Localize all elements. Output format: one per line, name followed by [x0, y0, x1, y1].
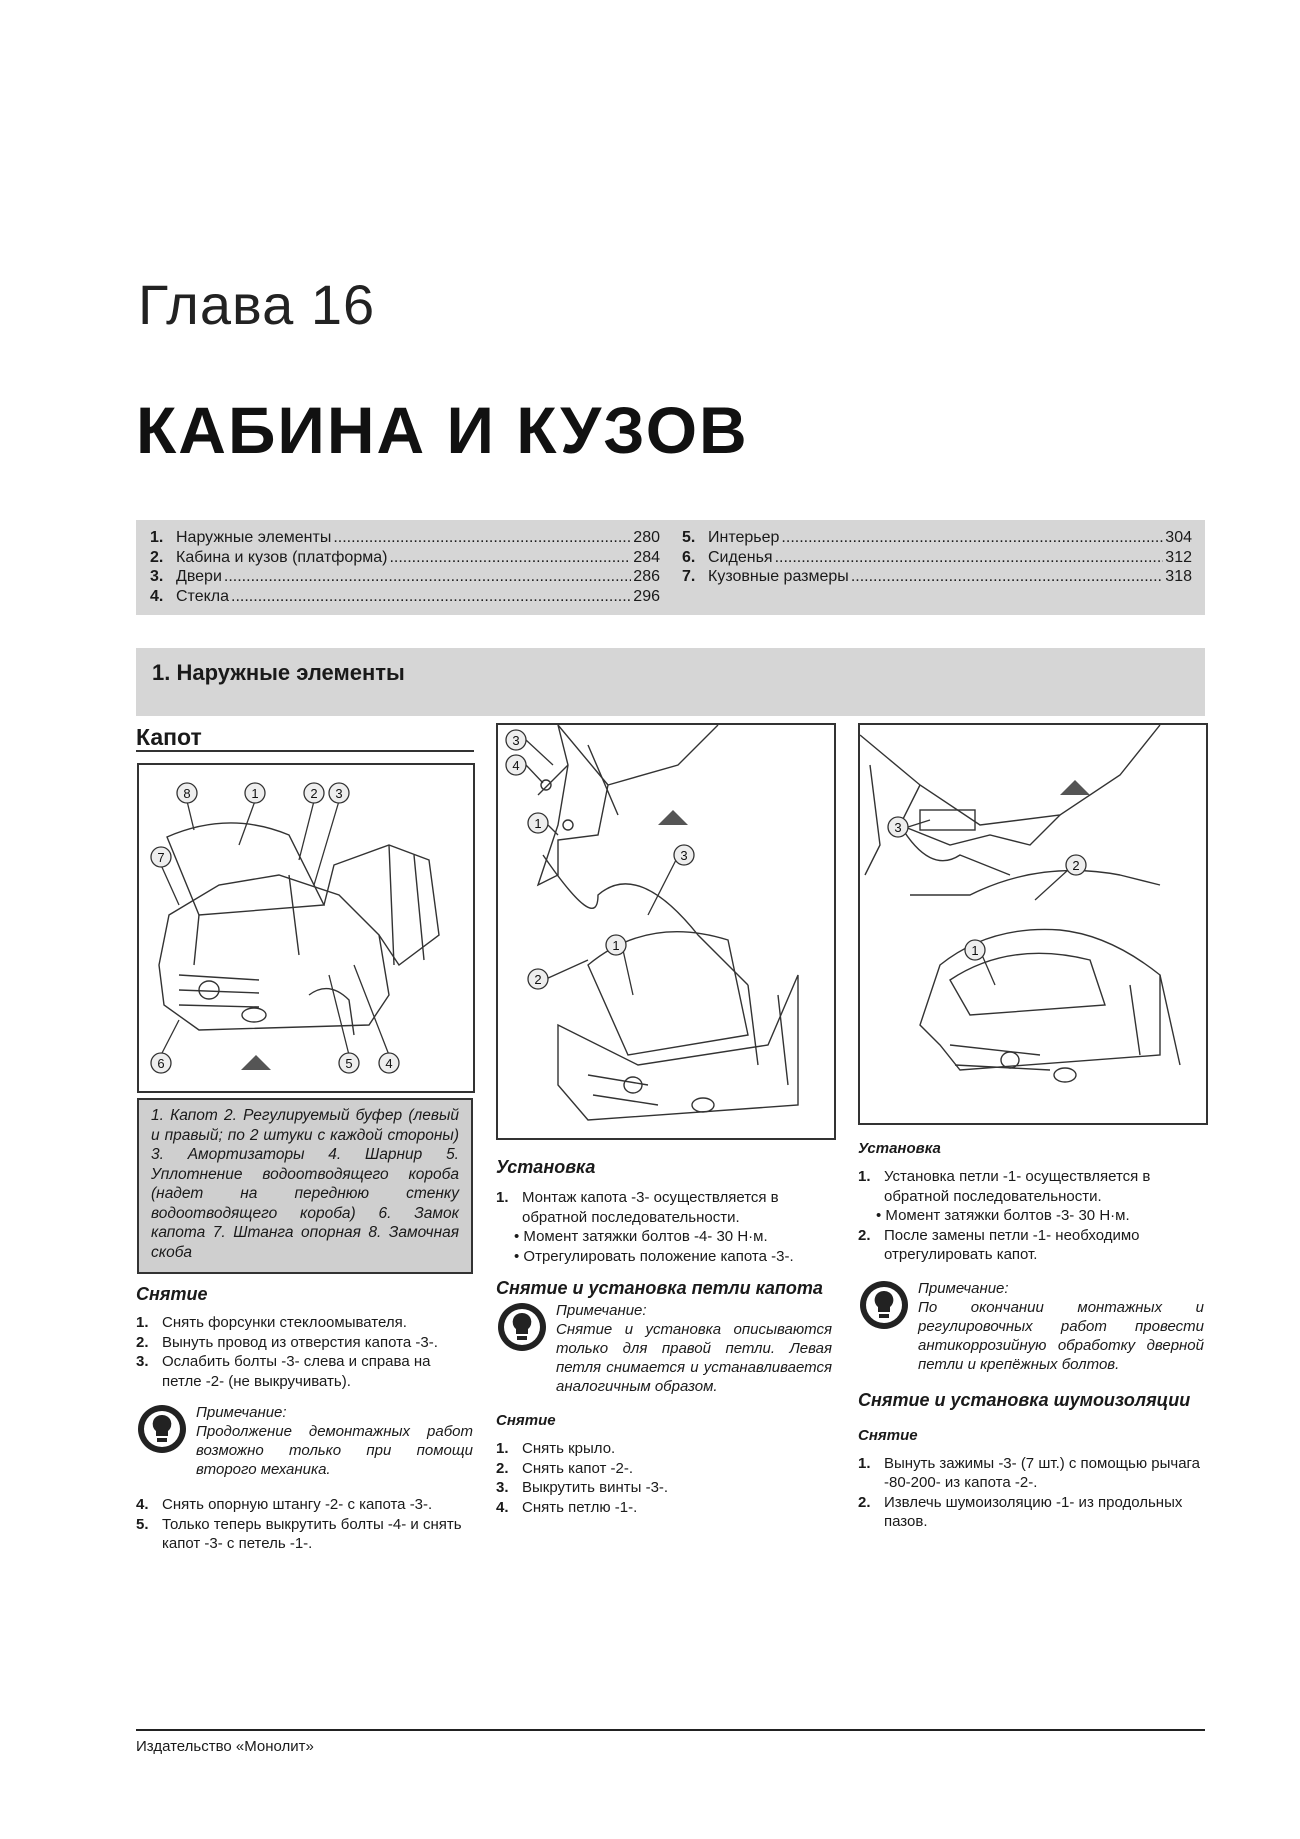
list-item: 4. Снять опорную штангу -2- с капота -3-. [136, 1496, 433, 1513]
callout-4: 4 [512, 758, 520, 773]
callout-1: 1 [612, 938, 620, 953]
lightbulb-icon [858, 1279, 910, 1331]
note-label: Примечание: [918, 1279, 1009, 1297]
toc-entry[interactable]: 2. Кабина и кузов (платформа) ..... 284 [150, 548, 660, 568]
install-heading: Установка [858, 1140, 941, 1157]
callout-6: 6 [157, 1056, 165, 1071]
hinge-heading: Снятие и установка петли капота [496, 1278, 823, 1298]
figure-caption: 1. Капот 2. Регулируемый буфер (левый и правый; по 2 штуки с каждой стороны) 3. Амортизаторы 4. Шарнир 5. Уплотнение водоотводящего короба (надет на переднюю стенку водоотводящего короба) 6. Замок капота 7. Штанга опорная 8. Замочная скоба [137, 1098, 473, 1274]
chapter-label: Глава 16 [138, 273, 376, 336]
toc-entry[interactable]: 1. Наружные элементы ..... 280 [150, 528, 660, 548]
list-item: 2. После замены петли -1- необходимо отрегулировать капот. [858, 1226, 1140, 1263]
heading-underline [136, 750, 474, 752]
note-block [858, 1279, 1204, 1374]
callout-3: 3 [512, 733, 520, 748]
list-item: 1. Монтаж капота -3- осуществляется в обратной последовательности. [496, 1189, 779, 1226]
callout-1: 1 [251, 786, 259, 801]
callout-3: 3 [894, 820, 902, 835]
callout-3: 3 [335, 786, 343, 801]
list-item: 3. Выкрутить винты -3-. [496, 1479, 669, 1496]
note-block [136, 1403, 473, 1479]
removal-heading: Снятие [136, 1284, 208, 1304]
col3-text-block [858, 1140, 1204, 1532]
lightbulb-icon [496, 1301, 548, 1353]
table-of-contents [136, 520, 1205, 615]
figure-hood-insulation [858, 723, 1208, 1125]
figure-hood-overview [137, 763, 475, 1093]
toc-entry[interactable]: 6. Сиденья ..... 312 [682, 548, 1192, 568]
note-block [496, 1301, 832, 1396]
footer-rule [136, 1729, 1205, 1731]
note-label: Примечание: [556, 1302, 647, 1319]
lightbulb-icon [136, 1403, 188, 1455]
hood-insulation-illustration [860, 725, 1206, 1123]
list-item: 4. Снять петлю -1-. [496, 1498, 638, 1516]
callout-2: 2 [1072, 858, 1080, 873]
install-heading: Установка [496, 1157, 596, 1177]
bullet-item: • Момент затяжки болтов -3- 30 Н·м. [876, 1207, 1130, 1224]
orientation-arrow-icon [658, 810, 688, 825]
note-text: По окончании монтажных и регулировочных работ провести антикоррозийную обработку дверной петли и крепёжных болтов. [918, 1298, 1204, 1373]
callout-5: 5 [345, 1056, 353, 1071]
callout-1: 1 [534, 816, 542, 831]
list-item: 2. Снять капот -2-. [496, 1459, 633, 1477]
callout-2: 2 [310, 786, 318, 801]
hood-hinge-illustration [498, 725, 834, 1138]
removal-heading: Снятие [496, 1412, 556, 1429]
chapter-title: КАБИНА И КУЗОВ [136, 393, 749, 467]
removal-heading: Снятие [858, 1426, 918, 1444]
callout-8: 8 [183, 786, 191, 801]
callout-7: 7 [157, 850, 165, 865]
list-item: 5. Только теперь выкрутить болты -4- и снять капот -3- с петель -1-. [136, 1515, 462, 1552]
bullet-item: • Отрегулировать положение капота -3-. [514, 1247, 794, 1265]
figure-hood-hinge [496, 723, 836, 1140]
bullet-item: • Момент затяжки болтов -4- 30 Н·м. [514, 1228, 768, 1245]
note-text: Продолжение демонтажных работ возможно только при помощи второго механика. [196, 1423, 473, 1478]
section-heading-bar [136, 648, 1205, 716]
col2-text-block [496, 1157, 832, 1517]
toc-entry[interactable]: 7. Кузовные размеры ..... 318 [682, 567, 1192, 587]
section-title: 1. Наружные элементы [152, 660, 405, 685]
toc-entry[interactable]: 4. Стекла ..... 296 [150, 587, 660, 607]
list-item: 1. Снять форсунки стеклоомывателя. [136, 1314, 407, 1331]
orientation-arrow-icon [241, 1055, 271, 1070]
list-item: 3. Ослабить болты -3- слева и справа на петле -2- (не выкручивать). [136, 1353, 431, 1390]
callout-2: 2 [534, 972, 542, 987]
callout-3: 3 [680, 848, 688, 863]
note-text: Снятие и установка описываются только для правой петли. Левая петля снимается и устанавливается аналогичным образом. [556, 1321, 832, 1395]
hood-overview-illustration [139, 765, 473, 1091]
list-item: 1. Вынуть зажимы -3- (7 шт.) с помощью рычага -80-200- из капота -2-. [858, 1454, 1201, 1491]
toc-column-left [150, 528, 660, 606]
list-item: 2. Извлечь шумоизоляцию -1- из продольных пазов. [858, 1493, 1183, 1530]
noise-insulation-heading: Снятие и установка шумоизоляции [858, 1389, 1191, 1410]
toc-entry[interactable]: 3. Двери ..... 286 [150, 567, 660, 587]
toc-column-right [682, 528, 1192, 587]
kapot-removal-block [136, 1284, 473, 1554]
callout-1: 1 [971, 943, 979, 958]
callout-4: 4 [385, 1056, 393, 1071]
publisher: Издательство «Монолит» [136, 1738, 314, 1755]
orientation-arrow-icon [1060, 780, 1090, 795]
toc-entry[interactable]: 5. Интерьер ..... 304 [682, 528, 1192, 548]
list-item: 1. Установка петли -1- осуществляется в обратной последовательности. [858, 1168, 1151, 1205]
note-label: Примечание: [196, 1404, 287, 1421]
list-item: 2. Вынуть провод из отверстия капота -3-. [136, 1333, 438, 1351]
kapot-heading: Капот [136, 724, 202, 750]
list-item: 1. Снять крыло. [496, 1440, 616, 1457]
